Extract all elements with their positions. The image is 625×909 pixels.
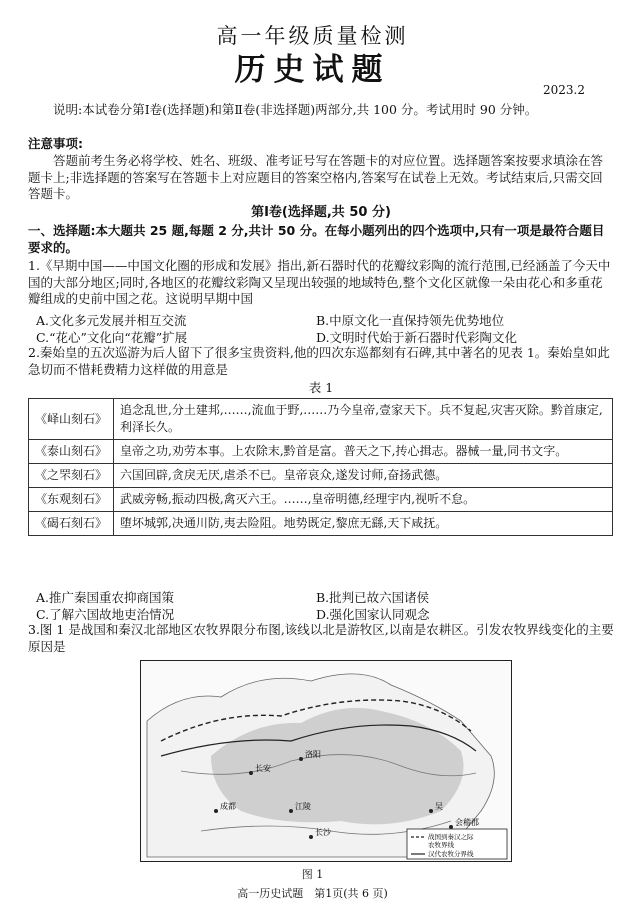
q1-option-d[interactable]: D.文明时代始于新石器时代彩陶文化 (316, 330, 518, 345)
table-cell-name: 《之罘刻石》 (29, 464, 114, 488)
legend-text: 汉代农牧分界线 (428, 850, 474, 858)
q3-stem: 3.图 1 是战国和秦汉北部地区农牧界限分布图,该线以北是游牧区,以南是农耕区。引发农牧界线变化的主要原因是 (28, 622, 614, 654)
q1-options-row2 (36, 328, 614, 344)
legend-text: 战国到秦汉之际 (428, 833, 474, 841)
exam-intro: 说明:本试卷分第Ⅰ卷(选择题)和第Ⅱ卷(非选择题)两部分,共 100 分。考试用时 90 分钟。 (53, 102, 538, 117)
exam-subtitle: 高一年级质量检测 (216, 24, 409, 48)
city-marker (299, 757, 303, 761)
notes-heading: 注意事项: (28, 136, 83, 151)
table-row (29, 512, 613, 536)
city-marker (214, 809, 218, 813)
table-row (29, 464, 613, 488)
map-label: 长安 (255, 764, 271, 773)
q1-stem: 1.《早期中国——中国文化圈的形成和发展》指出,新石器时代的花瓣纹彩陶的流行范围,已经涵盖了今天中国的大部分地区;同时,各地区的花瓣纹彩陶又呈现出较强的地域特色,整个文化区就像一朵由花心和多重花瓣组成的史前中国之花。这说明早期中国 (28, 258, 611, 306)
table-cell-text: 武威旁畅,振动四极,禽灭六王。……,皇帝明德,经理宇内,视听不怠。 (114, 488, 613, 512)
table-row (29, 399, 613, 440)
table-caption: 表 1 (308, 380, 334, 395)
inscription-table (28, 398, 613, 536)
table-cell-name: 《东观刻石》 (29, 488, 114, 512)
notes-body: 答题前考生务必将学校、姓名、班级、准考证号写在答题卡的对应位置。选择题答案按要求填涂在答题卡上;非选择题的答案写在答题卡上对应题目的答案空格内,答案写在试卷上无效。考试结束后,只需交回答题卡。 (28, 153, 604, 201)
q2-option-a[interactable]: A.推广秦国重农抑商国策 (36, 590, 175, 605)
map-label: 吴 (435, 802, 443, 811)
q2-options-row1 (36, 588, 614, 604)
table-cell-text: 堕坏城郭,决通川防,夷去险阻。地势既定,黎庶无繇,天下咸抚。 (114, 512, 613, 536)
map-label: 会稽郡 (455, 818, 479, 827)
table-cell-name: 《泰山刻石》 (29, 440, 114, 464)
city-marker (449, 825, 453, 829)
q1-options-row1 (36, 311, 614, 327)
map-label: 长沙 (315, 828, 331, 837)
table-cell-text: 皇帝之功,劝劳本事。上农除末,黔首是富。普天之下,抟心揖志。器械一量,同书文字。 (114, 440, 613, 464)
page-footer: 高一历史试题 第1页(共 6 页) (237, 887, 388, 900)
map-label: 江陵 (295, 802, 311, 811)
q2-stem: 2.秦始皇的五次巡游为后人留下了很多宝贵资料,他的四次东巡都刻有石碑,其中著名的见表 1。秦始皇如此急切而不惜耗费精力这样做的用意是 (28, 345, 610, 377)
table-cell-name: 《峄山刻石》 (29, 399, 114, 440)
q2-option-b[interactable]: B.批判已故六国诸侯 (316, 590, 430, 605)
exam-title: 历史试题 (234, 52, 391, 88)
q2-option-c[interactable]: C.了解六国故地吏治情况 (36, 607, 175, 622)
q1-option-a[interactable]: A.文化多元发展并相互交流 (36, 313, 187, 328)
table-row (29, 440, 613, 464)
q2-options-row2 (36, 605, 614, 621)
section-title: 第Ⅰ卷(选择题,共 50 分) (251, 205, 391, 220)
q2-option-d[interactable]: D.强化国家认同观念 (316, 607, 430, 622)
q1-option-b[interactable]: B.中原文化一直保持领先优势地位 (316, 313, 505, 328)
table-cell-text: 追念乱世,分土建邦,……,流血于野,……乃今皇帝,壹家天下。兵不复起,灾害灭除。黔首康定,利泽长久。 (114, 399, 613, 440)
city-marker (289, 809, 293, 813)
city-marker (249, 771, 253, 775)
table-row (29, 488, 613, 512)
map-label: 洛阳 (305, 750, 321, 759)
legend-text: 农牧界线 (428, 841, 454, 849)
city-marker (309, 835, 313, 839)
map-label: 成都 (220, 802, 236, 811)
map-drawing (141, 661, 511, 861)
city-marker (429, 809, 433, 813)
table-cell-name: 《碣石刻石》 (29, 512, 114, 536)
farming-pastoral-map (140, 660, 512, 862)
exam-date: 2023.2 (543, 83, 585, 97)
q1-option-c[interactable]: C.“花心”文化向“花瓣”扩展 (36, 330, 188, 345)
table-cell-text: 六国回辟,贪戾无厌,虐杀不已。皇帝哀众,遂发讨师,奋扬武德。 (114, 464, 613, 488)
figure-caption: 图 1 (301, 868, 324, 881)
section-instruction: 一、选择题:本大题共 25 题,每题 2 分,共计 50 分。在每小题列出的四个选项中,只有一项是最符合题目要求的。 (28, 223, 605, 255)
map-legend (407, 829, 507, 859)
